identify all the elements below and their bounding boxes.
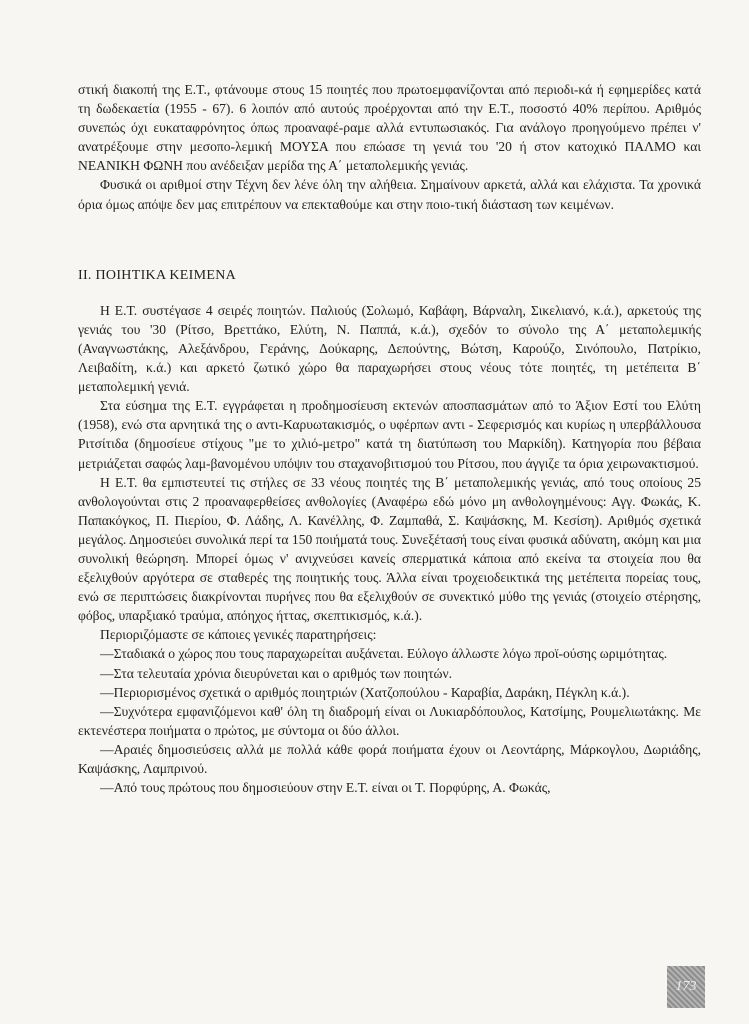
paragraph: Η Ε.Τ. θα εμπιστευτεί τις στήλες σε 33 νέους ποιητές της Β΄ μεταπολεμικής γενιάς, από τους οποίους 25 ανθολογούνται στις 2 προαναφερθείσες ανθολογίες (Αναφέρω εδώ μόνο μη ανθολογημένους: Αγγ. Φωκάς, Κ. Παπακόγκος, Π. Πιερίου, Φ. Λάδης, Λ. Κανέλλης, Φ. Ζαμπαθά, Σ. Καψάσκης, Μ. Κεσίση). Αριθμός σχετικά μεγάλος. Δημοσιεύει συνολικά περί τα 150 ποιήματά τους. Συνεξέτασή τους είναι φυσικά αδύνατη, ακόμη και μια συνολική θεώρηση. Μπορεί όμως ν' ανιχνεύσει κανείς σπερματικά κάποια από εκείνα τα στοιχεία που θα εξελιχθούν αργότερα σε σταθερές της ποιητικής τους. Άλλα είναι τροχειοδεικτικά της μετέπειτα πορείας τους, ενώ σε περιπτώσεις διακρίνονται πυρήνες που θα εξελιχθούν σε συνεκτικό μύθο της γενιάς (στοιχείο στέρησης, φόβος, υπαρξιακό τραύμα, απόηχος ήττας, σκεπτικισμός, κ.ά.). <box>78 474 701 624</box>
list-item: —Συχνότερα εμφανιζόμενοι καθ' όλη τη διαδρομή είναι οι Λυκιαρδόπουλος, Κατσίμης, Ρουμελιωτάκης. Με εκτενέστερα ποιήματα ο πρώτος, με σύντομα οι δύο άλλοι. <box>78 703 701 738</box>
paragraph: Στα εύσημα της Ε.Τ. εγγράφεται η προδημοσίευση εκτενών αποσπασμάτων από το Άξιον Εστί του Ελύτη (1958), ενώ στα αρνητικά της ο αντι-Καρυωτακισμός, ο υφέρπων αντι - Σεφερισμός και κυρίως η υπερβάλλουσα Ριτσίτιδα (δημοσίευε στίχους "με το χιλιό-μετρο" κατά τη διατύπωση του Μαρκίδη). Κατηγορία που βέβαια μετριάζεται σαφώς λαμ-βανομένου υπόψιν του σταχανοβιτισμού του Ρίτσου, που άγγιζε τα όρια χειρωνακτισμού. <box>78 398 701 471</box>
paragraph-continuation: στική διακοπή της Ε.Τ., φτάνουμε στους 15 ποιητές που πρωτοεμφανίζονται από περιοδι-κά ή εφημερίδες κατά τη δωδεκαετία (1955 - 67). 6 λοιπόν από αυτούς προέρχονται από την Ε.Τ., ποσοστό 40% περίπου. Αριθμός συνεπώς όχι ευκαταφρόνητος όπως προαναφέ-ραμε αλλά εντυπωσιακός. Για ανάλογο προηγούμενο πρέπει ν' ανατρέξουμε στην μεσοπο-λεμική ΜΟΥΣΑ που επώασε τη γενιά του '20 ή στον κατοχικό ΠΑΛΜΟ και ΝΕΑΝΙΚΗ ΦΩΝΗ που ανέδειξαν μερίδα της Α΄ μεταπολεμικής γενιάς. <box>78 82 701 174</box>
list-item: —Στα τελευταία χρόνια διευρύνεται και ο αριθμός των ποιητών. <box>100 665 453 681</box>
list-item: —Από τους πρώτους που δημοσιεύουν στην Ε.Τ. είναι οι Τ. Πορφύρης, Α. Φωκάς, <box>100 780 551 796</box>
section-heading: ΙΙ. ΠΟΙΗΤΙΚΑ ΚΕΙΜΕΝΑ <box>78 267 237 283</box>
list-item: —Αραιές δημοσιεύσεις αλλά με πολλά κάθε φορά ποιήματα έχουν οι Λεοντάρης, Μάρκογλου, Δωριάδης, Καψάσκης, Λαμπρινού. <box>78 741 701 776</box>
list-item: —Περιορισμένος σχετικά ο αριθμός ποιητριών (Χατζοπούλου - Καραβία, Δαράκη, Πέγκλη κ.ά.). <box>100 684 630 700</box>
page-text <box>78 80 701 797</box>
paragraph: Η Ε.Τ. συστέγασε 4 σειρές ποιητών. Παλιούς (Σολωμό, Καβάφη, Βάρναλη, Σικελιανό, κ.ά.), αρκετούς της γενιάς του '30 (Ρίτσο, Βρεττάκο, Ελύτη, Ν. Παππά, κ.ά.), σχεδόν το σύνολο της Α΄ μεταπολεμικής (Αναγνωστάκης, Αλεξάνδρου, Γεράνης, Δούκαρης, Δεπούντης, Βώτση, Καρούζο, Σινόπουλο, Πατρίκιο, Λειβαδίτη, κ.ά.) και αρκετό ζωτικό χώρο θα παραχωρήσει στους νέους τότε ποιητές, τη μετέπειτα Β΄ μεταπολεμική γενιά. <box>78 302 701 395</box>
list-item: —Σταδιακά ο χώρος που τους παραχωρείται αυξάνεται. Εύλογο άλλωστε λόγω προϊ-ούσης ωριμότητας. <box>100 646 668 662</box>
paragraph: Φυσικά οι αριθμοί στην Τέχνη δεν λένε όλη την αλήθεια. Σημαίνουν αρκετά, αλλά και ελάχιστα. Τα χρονικά όρια όμως απόψε δεν μας επιτρέπουν να επεκταθούμε και στην ποιο-τική διάσταση των κειμένων. <box>78 177 701 212</box>
paragraph: Περιοριζόμαστε σε κάποιες γενικές παρατηρήσεις: <box>100 627 377 643</box>
page-number: 173 <box>667 966 705 1008</box>
